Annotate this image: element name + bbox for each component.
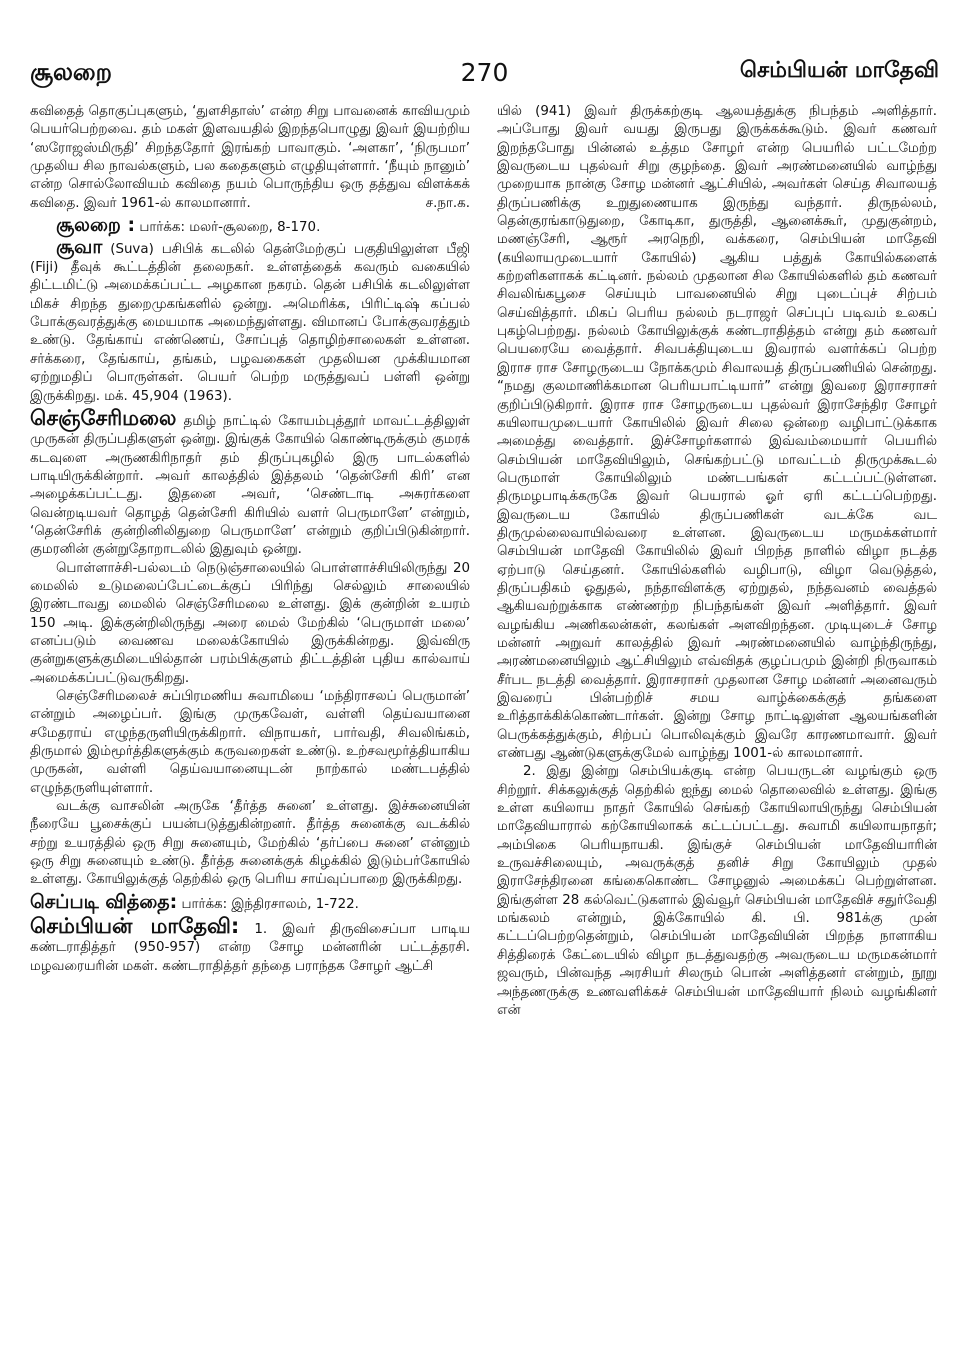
author-initials: ச.நா.க. <box>425 196 470 212</box>
headword: சூலறை : <box>56 214 136 237</box>
headword: செம்பியன் மாதேவி: <box>30 914 240 939</box>
page-header <box>30 58 939 98</box>
entry-body: பார்க்க: மலர்-சூலறை, 8-170. <box>135 220 321 236</box>
paragraph: 2. இது இன்று செம்பியக்குடி என்ற பெயருடன் வழங்கும் ஒரு சிற்றூர். சிக்கலுக்குத் தெற்கில் ஐந்து மைல் தொலைவில் உள்ளது. இங்கு உள்ள கயிலாய நாதர் கோயில் செங்கற் கோயிலாயிருந்து செம்பியன் மாதேவியாரால் கற்கோயிலாகக் கட்டப்பட்டது. சுவாமி கயிலாயநாதர்; அம்பிகை பெரியநாயகி. இங்குச் செம்பியன் மாதேவியாரின் உருவச்சிலையும், அவருக்குத் தனிச் சிறு கோயிலும் முதல் இராசேந்திரனை கங்கைகொண்ட சோழனுல் அமைக்கப் பெற்றுள்ளன. இங்குள்ள 28 கல்வெட்டுகளால் இவ்வூர் செம்பியன் மாதேவிச் சதுர்வேதி மங்கலம் என்றும், இக்கோயில் கி. பி. 981க்கு முன் கட்டப்பெற்றதென்றும், செம்பியன் மாதேவியின் பிறந்த நாளாகிய சித்திரைக் கேட்டையில் விழா நடத்துவதற்கு அவருடைய மருமகன்மார் ஜவரும், பின்வந்த அரசியர் சிலரும் பொன் அளித்தனர் என்றும், நூறு அந்தணருக்கு உணவளிக்கச் செம்பியன் மாதேவியார் நிலம் வழங்கினர் என் <box>497 764 937 1018</box>
paragraph: பொள்ளாச்சி-பல்லடம் நெடுஞ்சாலையில் பொள்ளாச்சியிலிருந்து 20 மைலில் உடுமலைப்பேட்டைக்குப் பிரிந்து செல்லும் சாலையில் இரண்டாவது மைலில் செஞ்சேரிமலை உள்ளது. இக் குன்றின் உயரம் 150 அடி. இக்குன்றிலிருந்து அரை மைல் மேற்கில் ‘பெருமாள் மலை’ எனப்படும் வைணவ மலைக்கோயில் இருக்கின்றது. இவ்விரு குன்றுகளுக்குமிடையில்தான் பரம்பிக்குளம் திட்டத்தின் புதிய கால்வாய் அமைக்கப்பட்டுவருகிறது. <box>30 560 470 686</box>
entry-soolarai <box>30 216 470 237</box>
header-left-guideword: சூலறை <box>30 58 112 86</box>
entry-sembiyan-madevi <box>30 914 470 976</box>
headword: செப்படி வித்தை: <box>30 890 178 913</box>
entry-body: 1. இவர் திருவிசைப்பா பாடிய கண்டராதித்தர் (950-957) என்ற சோழ மன்னரின் பட்டத்தரசி. மழவரையரின் மகள். கண்டராதித்தர் தந்தை பராந்தக சோழர் ஆட்சி <box>30 922 470 974</box>
entry-body: தமிழ் நாட்டில் கோயம்புத்தூர் மாவட்டத்திலுள் முருகன் திருப்பதிகளுள் ஒன்று. இங்குக் கோயில் கொண்டிருக்கும் குமரக் கடவுளை அருணகிரிநாதர் தம் திருப்புகழில் இரு பாடல்களில் பாடியிருக்கின்றார். அவர் காலத்தில் இத்தலம் ‘தென்சேரி கிரி’ என அழைக்கப்பட்டது. இதனை அவர், ‘செண்டாடி அசுரர்களை வென்றடியவர் தொழத் தென்சேரி கிரியில் வளர் பெருமாளே’ என்றும், ‘தென்சேரிக் குன்றினிலிதுறை பெருமாளே’ என்றும் குறிப்பிடுகின்றார். குமரனின் குன்றுதோறாடலில் இதுவும் ஒன்று. <box>30 413 470 558</box>
paragraph: செஞ்சேரிமலைச் சுப்பிரமணிய சுவாமியை ‘மந்திராசலப் பெருமான்’ என்றும் அழைப்பர். இங்கு முருகவேள், வள்ளி தெய்வயானை சமேதராய் எழுந்தருளியிருக்கிறார். விநாயகர், பார்வதி, சிவலிங்கம், திருமால் இம்மூர்த்திகளுக்கும் கருவறைகள் உண்டு. உற்சவமூர்த்தியாகிய முருகன், வள்ளி தெய்வயானையுடன் நாற்கால் மண்டபத்தில் எழுந்தருளியுள்ளார். <box>30 689 470 796</box>
header-right-guideword: செம்பியன் மாதேவி <box>739 58 939 83</box>
paragraph: யில் (941) இவர் திருக்கற்குடி ஆலயத்துக்கு நிபந்தம் அளித்தார். அப்போது இவர் வயது இருபது இருக்கக்கூடும். இவர் கணவர் இறந்தபோது பின்னல் உத்தம சோழர் என்ற பெயரில் பட்டமேற்ற இவருடைய புதல்வர் சிறு குழந்தை. இவர் அரண்மனையில் வாழ்ந்து முறையாக நான்கு சோழ மன்னர் ஆட்சியில், அவர்கள் செய்த சிவாலயத் திருப்பணிக்கு உறுதுணையாக இருந்து வந்தார். திருநல்லம், தென்குரங்காடுதுறை, கோடிகா, துருத்தி, ஆனைக்கூர், முதுகுன்றம், மணஞ்சேரி, ஆரூர் அரநெறி, வக்கரை, செம்பியன் மாதேவி (கயிலாயமுடையார் கோயில்) ஆகிய பத்துக் கோயில்களைக் கற்றளிகளாகக் கட்டினர். நல்லம் முதலான சில கோயில்களில் தம் கணவர் சிவலிங்கபூசை செய்யும் பாவனையில் சிறு புடைப்புச் சிற்பம் செய்வித்தார். மிகப் பெரிய நல்லம் நடராஜர் செப்புப் படிவம் உலகப் புகழ்பெற்றது. நல்லம் கோயிலுக்குக் கண்டராதித்தம் என்று தம் கணவர் பெயரையே வைத்தார். சிவபக்தியுடைய இவரால் வளர்க்கப் பெற்ற இராச ராச சோழருடைய நோக்கமும் சிவாலயத் திருப்பணியில் சென்றது. “நமது குலமாணிக்கமான பெரியபாட்டியார்” என்று இவரை இராசராசர் குறிப்பிடுகிறார். இராச ராச சோழருடைய புதல்வர் இராசேந்திர சோழர் கயிலாயமுடையார் கோயிலில் இவர் சிலை ஒன்றை வழிபாட்டுக்காக அமைத்து வைத்தார். இச்சோழர்களால் இவ்வம்மையார் பெயரில் செம்பியன் மாதேவியிலும், செங்கற்பட்டு மாவட்டம் திருமுக்கூடல் பெருமாள் கோயிலிலும் மண்டபங்கள் கட்டப்பட்டுள்ளன. திருமழபாடிக்கருகே இவர் பெயரால் ஓர் ஏரி கட்டப்பெற்றது. இவருடைய கோயில் திருப்பணிகள் வடக்கே வட திருமுல்லைவாயில்வரை உள்ளன. இவருடைய மருமக்கள்மார் செம்பியன் மாதேவி கோயிலில் இவர் பிறந்த நாளில் விழா நடத்த ஏற்பாடு செய்தனர். கோயில்களில் வழிபாடு, விழா வெடுத்தல், திருப்பதிகம் ஓதுதல், நந்தாவிளக்கு ஏற்றுதல், நந்தவனம் வைத்தல் ஆகியவற்றுக்காக எண்ணற்ற நிபந்தங்கள் இவர் அளித்தார். இவர் வழங்கிய அணிகலன்கள், கலங்கள் அளவிறந்தன. முடியுடைச் சோழ மன்னர் அறுவர் காலத்தில் இவர் அரண்மனையில் வாழ்ந்திருந்து, அரண்மனையிலும் ஆட்சியிலும் எவ்விதக் குழப்பமும் இன்றி நிருவாகம் சீர்பட நடத்தி வைத்தார். இராசராசர் முதலான சோழ மன்னர் அனைவரும் இவரைப் பின்பற்றிச் சமய வாழ்க்கைக்குத் தங்களை உரித்தாக்கிக்கொண்டார்கள். இன்று சோழ நாட்டிலுள்ள ஆலயங்களின் பெருக்கத்துக்கும், சிற்பப் பொலிவுக்கும் இவரே காரணமாவார். இவர் எண்பது ஆண்டுகளுக்குமேல் வாழ்ந்து 1001-ல் காலமானார். <box>497 104 937 762</box>
entry-seppadi-vithai <box>30 890 470 914</box>
entry-suva <box>30 235 470 406</box>
headword: சூவா <box>56 235 103 258</box>
left-column <box>30 103 470 976</box>
continued-paragraph: கவிதைத் தொகுப்புகளும், ‘துளசிதாஸ்’ என்ற சிறு பாவனைக் காவியமும் பெயர்பெற்றவை. தம் மகள் இளவயதில் இறந்தபொழுது இவர் இயற்றிய ‘ஸரோஜஸ்மிருதி’ சிறந்ததோர் இரங்கற் பாவாகும். ‘அளகா’, ‘நிருபமா’ முதலிய சில நாவல்களும், பல கதைகளும் எழுதியுள்ளார். ‘நீயும் நானும்’ என்ற சொல்லோவியம் கவிதை நயம் பொருந்திய ஒரு தத்துவ விளக்கக் கவிதை. இவர் 1961-ல் காலமானார். <box>30 104 470 211</box>
paragraph: வடக்கு வாசலின் அருகே ‘தீர்த்த சுனை’ உள்ளது. இச்சுனையின் நீரையே பூசைக்குப் பயன்படுத்துகின்றனர். தீர்த்த சுனைக்கு வடக்கில் சற்று உயரத்தில் ஒரு சிறு சுனையும், மேற்கில் ‘தர்ப்பை சுனை’ என்னும் ஒரு சிறு சுனையும் உண்டு. தீர்த்த சுனைக்குக் கிழக்கில் இடும்பர்கோயில் உள்ளது. கோயிலுக்குத் தெற்கில் ஒரு பெரிய சாய்வுப்பாறை இருக்கிறது. <box>30 799 470 888</box>
right-column <box>497 103 937 1020</box>
entry-body: (Suva) பசிபிக் கடலில் தென்மேற்குப் பகுதியிலுள்ள பீஜி (Fiji) தீவுக் கூட்டத்தின் தலைநகர். உள்ளத்தைக் கவரும் வகையில் திட்டமிட்டு அமைக்கப்பட்ட அழகான நகரம். தென் பசிபிக் கடலிலுள்ள மிகச் சிறந்த துறைமுகங்களில் ஒன்று. அமெரிக்க, பிரிட்டிஷ் கப்பல் போக்குவரத்துக்கு மையமாக அமைந்துள்ளது. விமானப் போக்குவரத்தும் உண்டு. தேங்காய் எண்ணெய், சோப்புத் தொழிற்சாலைகள் உள்ளன. சர்க்கரை, தேங்காய், தங்கம், பழவகைகள் முதலியன முக்கியமான ஏற்றுமதிப் பொருள்கள். பெயர் பெற்ற மருத்துவப் பள்ளி ஒன்று இருக்கிறது. மக். 45,904 (1963). <box>30 241 470 404</box>
entry-body: பார்க்க: இந்திரசாலம், 1-722. <box>177 896 359 912</box>
headword: செஞ்சேரிமலை <box>30 405 177 430</box>
entry-chencherimalai <box>30 405 470 560</box>
page-number: 270 <box>460 58 509 87</box>
